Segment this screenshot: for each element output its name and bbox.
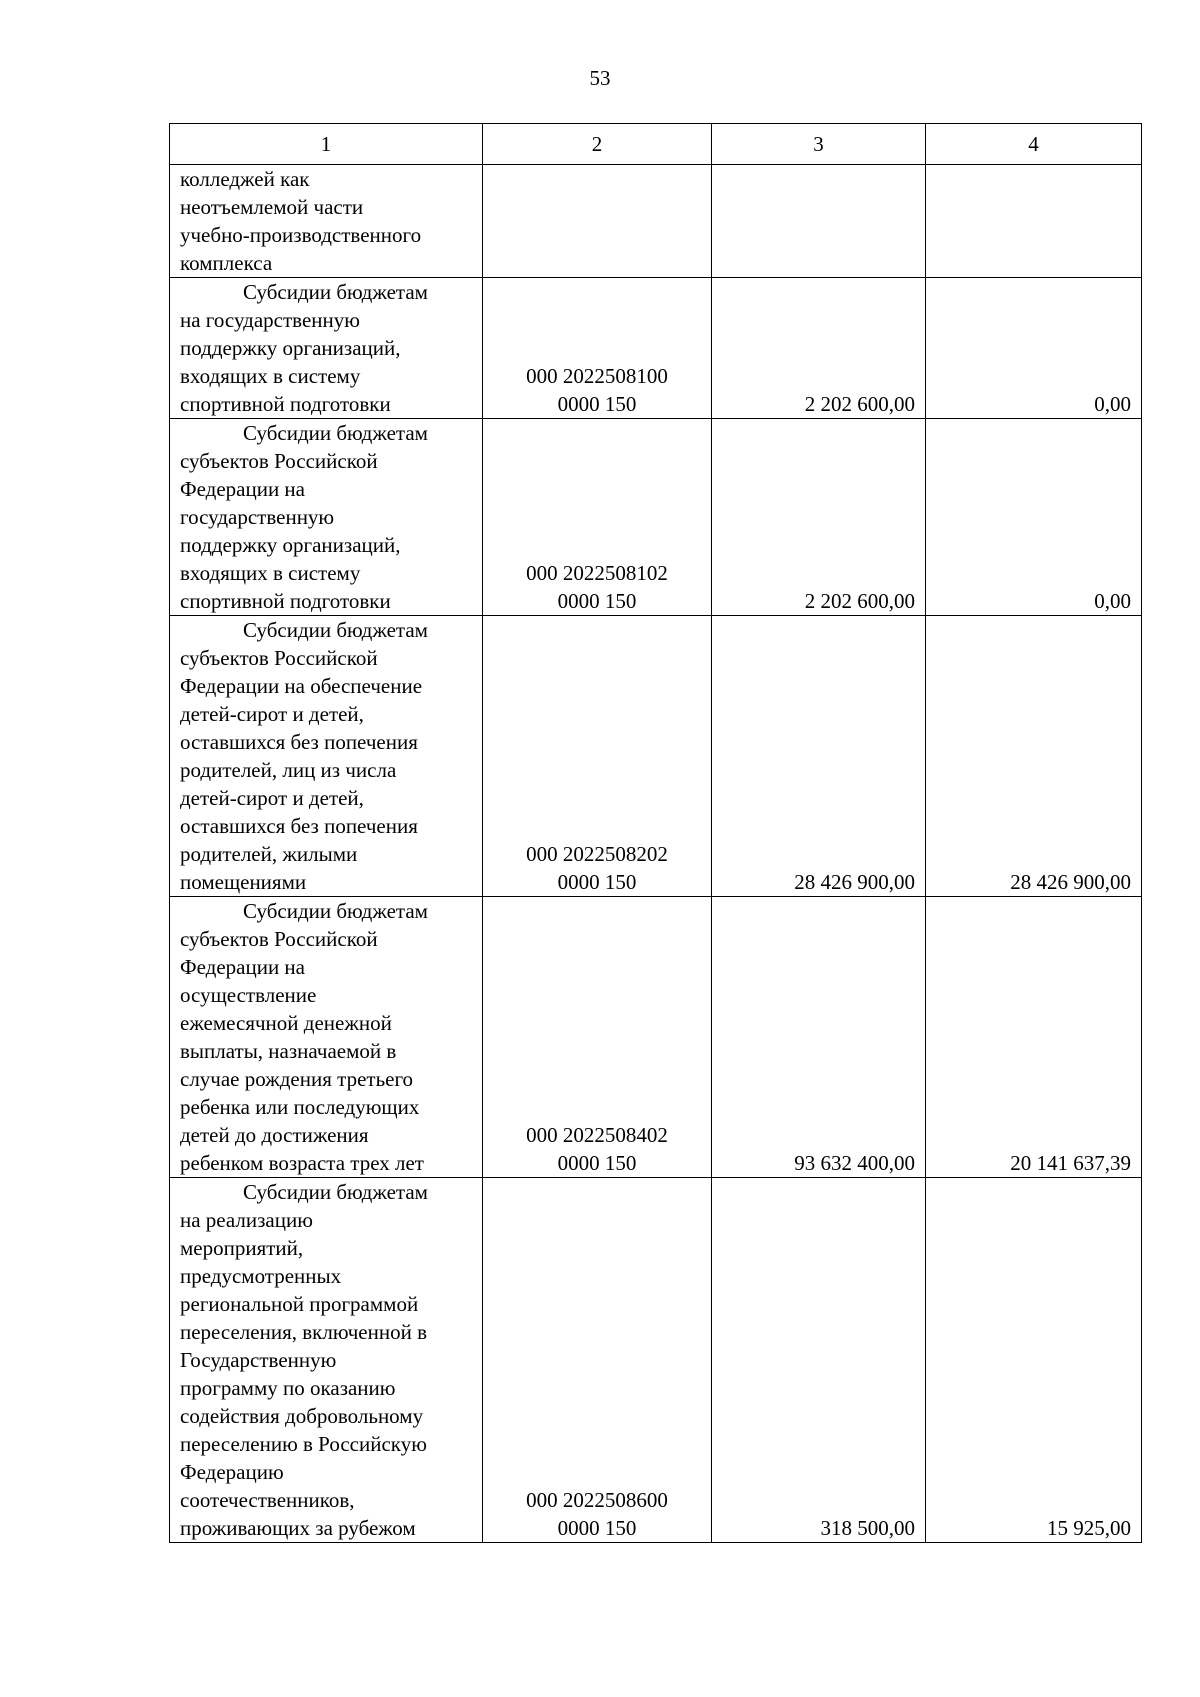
- row-name: Субсидии бюджетам на государственную поддержку организаций, входящих в систему спортивной подготовки: [170, 278, 483, 419]
- row-code: 000 2022508100 0000 150: [483, 278, 712, 419]
- table-header-row: [170, 124, 1142, 165]
- row-code: [483, 165, 712, 278]
- table-row: [170, 278, 1142, 419]
- table-row: [170, 419, 1142, 616]
- row-code: 000 2022508600 0000 150: [483, 1178, 712, 1543]
- row-code: 000 2022508402 0000 150: [483, 897, 712, 1178]
- table-row: [170, 616, 1142, 897]
- table-row: [170, 1178, 1142, 1543]
- table-row: [170, 165, 1142, 278]
- row-value-3: 93 632 400,00: [712, 897, 926, 1178]
- row-name: Субсидии бюджетам субъектов Российской Федерации на государственную поддержку организаций, входящих в систему спортивной подготовки: [170, 419, 483, 616]
- column-header-4: 4: [926, 124, 1142, 165]
- page-number: 53: [589, 66, 611, 90]
- row-name: Субсидии бюджетам на реализацию мероприятий, предусмотренных региональной программой переселения, включенной в Государственную программу по оказанию содействия добровольному переселению в Российскую Федерацию соотечественников, проживающих за рубежом: [170, 1178, 483, 1543]
- row-value-3: 318 500,00: [712, 1178, 926, 1543]
- row-value-3: [712, 165, 926, 278]
- row-value-3: 2 202 600,00: [712, 278, 926, 419]
- row-value-3: 28 426 900,00: [712, 616, 926, 897]
- row-value-4: 28 426 900,00: [926, 616, 1142, 897]
- budget-table: [169, 123, 1142, 1543]
- row-code: 000 2022508102 0000 150: [483, 419, 712, 616]
- row-name: Субсидии бюджетам субъектов Российской Федерации на обеспечение детей-сирот и детей, оставшихся без попечения родителей, лиц из числа детей-сирот и детей, оставшихся без попечения родителей, жилыми помещениями: [170, 616, 483, 897]
- row-value-3: 2 202 600,00: [712, 419, 926, 616]
- row-value-4: 15 925,00: [926, 1178, 1142, 1543]
- column-header-3: 3: [712, 124, 926, 165]
- row-value-4: 0,00: [926, 419, 1142, 616]
- table-row: [170, 897, 1142, 1178]
- column-header-2: 2: [483, 124, 712, 165]
- row-name: колледжей как неотъемлемой части учебно-производственного комплекса: [170, 165, 483, 278]
- row-value-4: [926, 165, 1142, 278]
- row-name: Субсидии бюджетам субъектов Российской Федерации на осуществление ежемесячной денежной выплаты, назначаемой в случае рождения третьего ребенка или последующих детей до достижения ребенком возраста трех лет: [170, 897, 483, 1178]
- row-value-4: 20 141 637,39: [926, 897, 1142, 1178]
- row-code: 000 2022508202 0000 150: [483, 616, 712, 897]
- row-value-4: 0,00: [926, 278, 1142, 419]
- column-header-1: 1: [170, 124, 483, 165]
